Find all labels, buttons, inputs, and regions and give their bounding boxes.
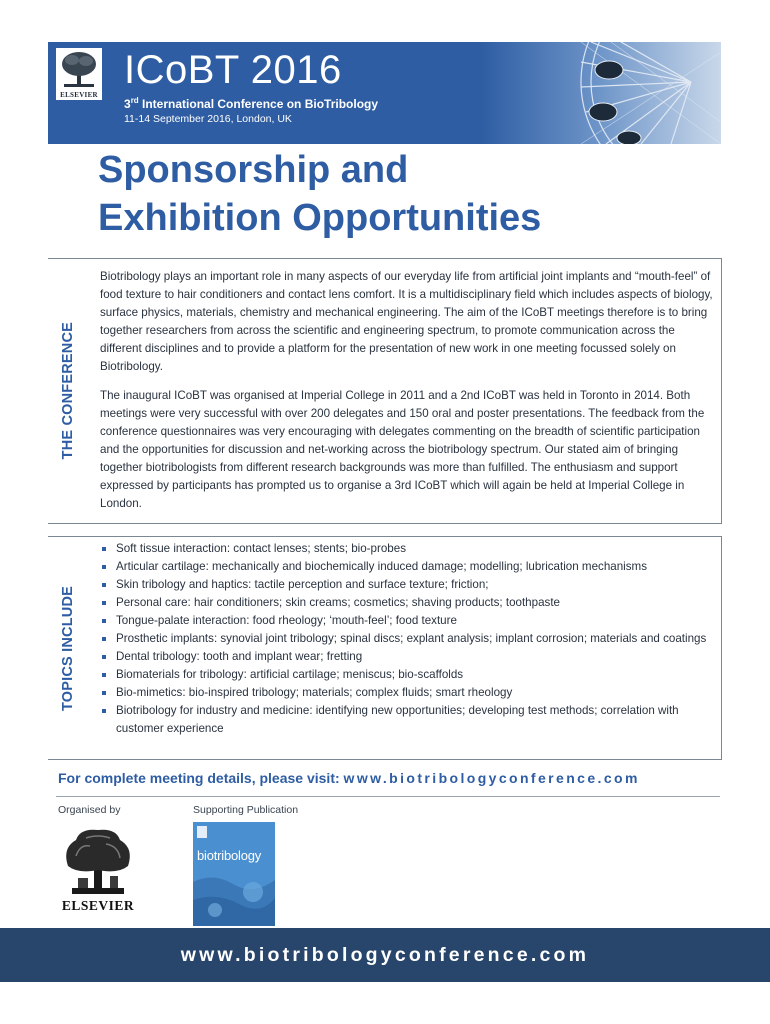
conference-banner — [48, 42, 721, 144]
list-item: Bio-mimetics: bio-inspired tribology; materials; complex fluids; smart rheology — [100, 684, 716, 702]
banner-dates: 11-14 September 2016, London, UK — [124, 113, 292, 125]
elsevier-wordmark: ELSEVIER — [61, 898, 135, 913]
conference-paragraph: The inaugural ICoBT was organised at Imperial College in 2011 and a 2nd ICoBT was held in Toronto in 2014. Both meetings were very successful with over 200 delegates and 150 oral and poster presentations. The feedback from the conference questionnaires was very encouraging with delegates commenting on the breadth of scientific participation and the opportunities for discussion and net-working across the biotribology spectrum. Our stated aim of bringing together biotribologists from different research backgrounds was more than fulfilled. The enthusiasm and support expressed by participants has prompted us to organise a 3rd ICoBT which will again be held at Imperial College in London. — [100, 389, 705, 510]
journal-cover — [193, 822, 275, 926]
topics-side-label: TOPICS INCLUDE — [60, 585, 76, 711]
journal-cover-art-icon — [193, 822, 275, 926]
page-heading — [98, 146, 541, 242]
visit-prefix: For complete meeting details, please visit: — [58, 770, 344, 786]
list-item: Personal care: hair conditioners; skin creams; cosmetics; shaving products; toothpaste — [100, 594, 716, 612]
journal-title: biotribology — [197, 848, 262, 863]
visit-url-link[interactable]: www.biotribologyconference.com — [343, 770, 640, 786]
list-item: Prosthetic implants: synovial joint tribology; spinal discs; explant analysis; implant corrosion; materials and coatings — [100, 630, 716, 648]
elsevier-tree-icon — [58, 826, 138, 898]
list-item: Dental tribology: tooth and implant wear; fretting — [100, 648, 716, 666]
heading-line-2: Exhibition Opportunities — [98, 197, 542, 239]
conference-text — [100, 268, 716, 524]
tree-icon — [56, 48, 102, 92]
banner-logo-text: ELSEVIER — [60, 91, 98, 99]
ferris-wheel-icon — [481, 42, 721, 144]
list-item: Articular cartilage: mechanically and biochemically induced damage; modelling; lubrication mechanisms — [100, 558, 716, 576]
list-item: Tongue-palate interaction: food rheology; ‘mouth-feel’; food texture — [100, 612, 716, 630]
conference-side-label: THE CONFERENCE — [60, 322, 76, 460]
elsevier-banner-logo — [56, 48, 102, 100]
list-item: Biomaterials for tribology: artificial cartilage; meniscus; bio-scaffolds — [100, 666, 716, 684]
footer-url-link[interactable]: www.biotribologyconference.com — [180, 943, 590, 966]
banner-title: ICoBT 2016 — [124, 48, 342, 92]
conference-paragraph: Biotribology plays an important role in many aspects of our everyday life from artificial joint implants and “mouth-feel” of food texture to hair conditioners and contact lens comfort. It is a multidisciplinary field which includes aspects of biology, surface physics, materials, chemistry and mechanical engineering. The aim of the ICoBT meetings therefore is to bring together researchers from across the scientific and engineering spectrum, to promote communication across the different disciplines and to provide a platform for the presentation of new work in one meeting focussed solely on Biotribology. — [100, 270, 713, 373]
list-item: Soft tissue interaction: contact lenses; stents; bio-probes — [100, 540, 716, 558]
heading-line-1: Sponsorship and — [98, 149, 409, 191]
footer-bar — [0, 928, 770, 982]
divider — [56, 796, 720, 797]
topics-list — [100, 540, 716, 738]
visit-line — [58, 770, 640, 786]
organised-by-label: Organised by — [58, 804, 121, 816]
supporting-publication-label: Supporting Publication — [193, 804, 299, 816]
banner-subtitle: 3rd International Conference on BioTribology — [124, 96, 379, 111]
list-item: Biotribology for industry and medicine: identifying new opportunities; developing test methods; correlation with customer experience — [100, 702, 716, 738]
list-item: Skin tribology and haptics: tactile perception and surface texture; friction; — [100, 576, 716, 594]
